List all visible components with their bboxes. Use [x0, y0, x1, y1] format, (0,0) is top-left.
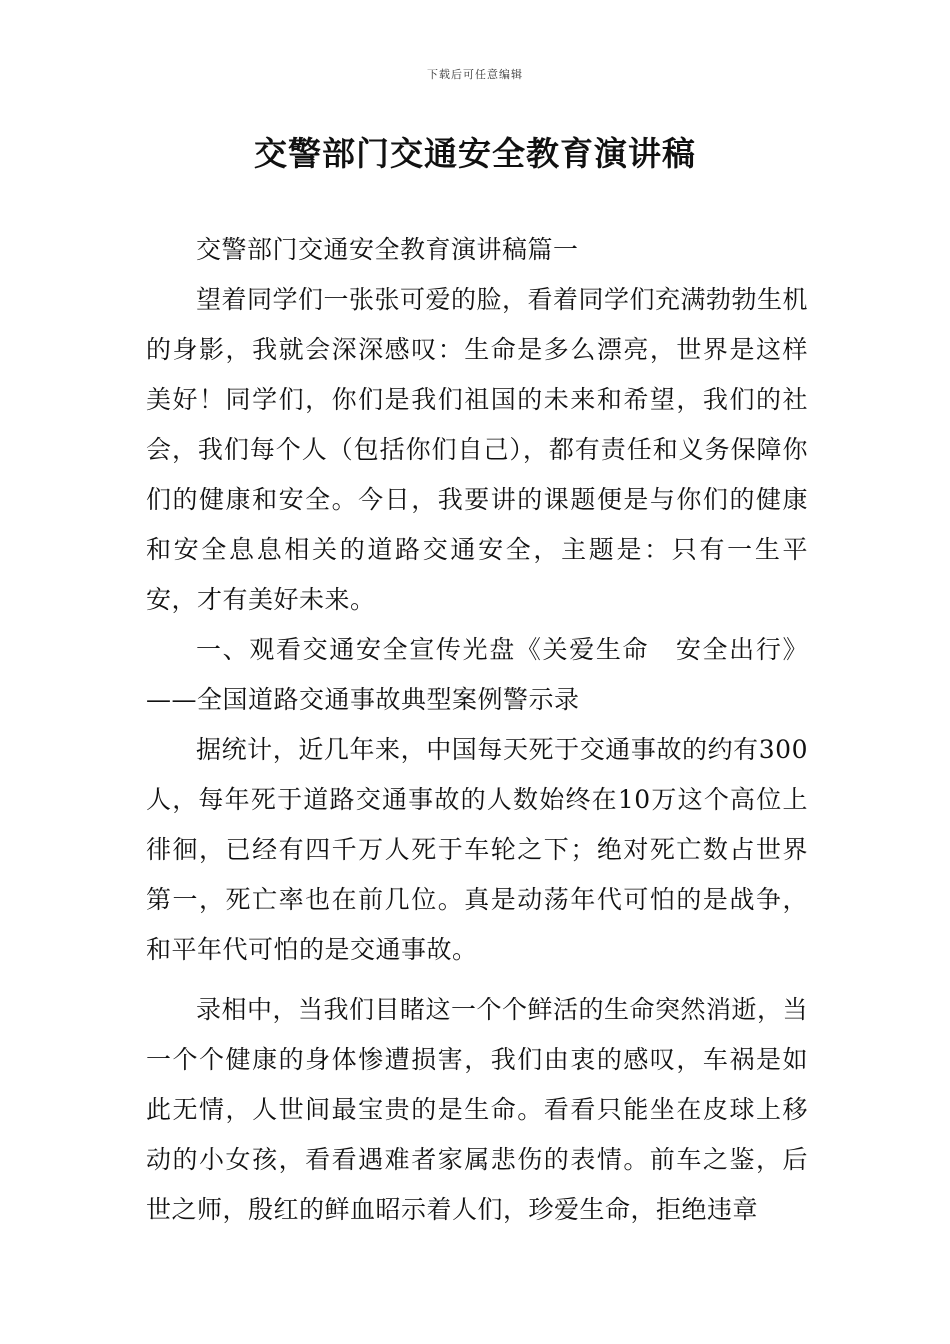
paragraph: 据统计，近几年来，中国每天死于交通事故的约有300人，每年死于道路交通事故的人数始终在10万这个高位上徘徊，已经有四千万人死于车轮之下；绝对死亡数占世界第一，死亡率也在前几位。真是动荡年代可怕的是战争，和平年代可怕的是交通事故。	[146, 735, 808, 964]
header-note: 下载后可任意编辑	[427, 68, 523, 81]
section-heading: 交警部门交通安全教育演讲稿篇一	[196, 235, 579, 264]
paragraph: 望着同学们一张张可爱的脸，看着同学们充满勃勃生机的身影，我就会深深感叹：生命是多么漂亮，世界是这样美好！同学们，你们是我们祖国的未来和希望，我们的社会，我们每个人（包括你们自己），都有责任和义务保障你们的健康和安全。今日，我要讲的课题便是与你们的健康和安全息息相关的道路交通安全，主题是：只有一生平安，才有美好未来。	[146, 285, 809, 614]
document-body	[146, 225, 808, 1235]
paragraph: 录相中，当我们目睹这一个个鲜活的生命突然消逝，当一个个健康的身体惨遭损害，我们由衷的感叹，车祸是如此无情，人世间最宝贵的是生命。看看只能坐在皮球上移动的小女孩，看看遇难者家属悲伤的表情。前车之鉴，后世之师，殷红的鲜血昭示着人们，珍爱生命，拒绝违章	[146, 995, 809, 1224]
subsection-heading: 一、观看交通安全宣传光盘《关爱生命 安全出行》——全国道路交通事故典型案例警示录	[146, 635, 808, 714]
page-title: 交警部门交通安全教育演讲稿	[254, 134, 696, 173]
